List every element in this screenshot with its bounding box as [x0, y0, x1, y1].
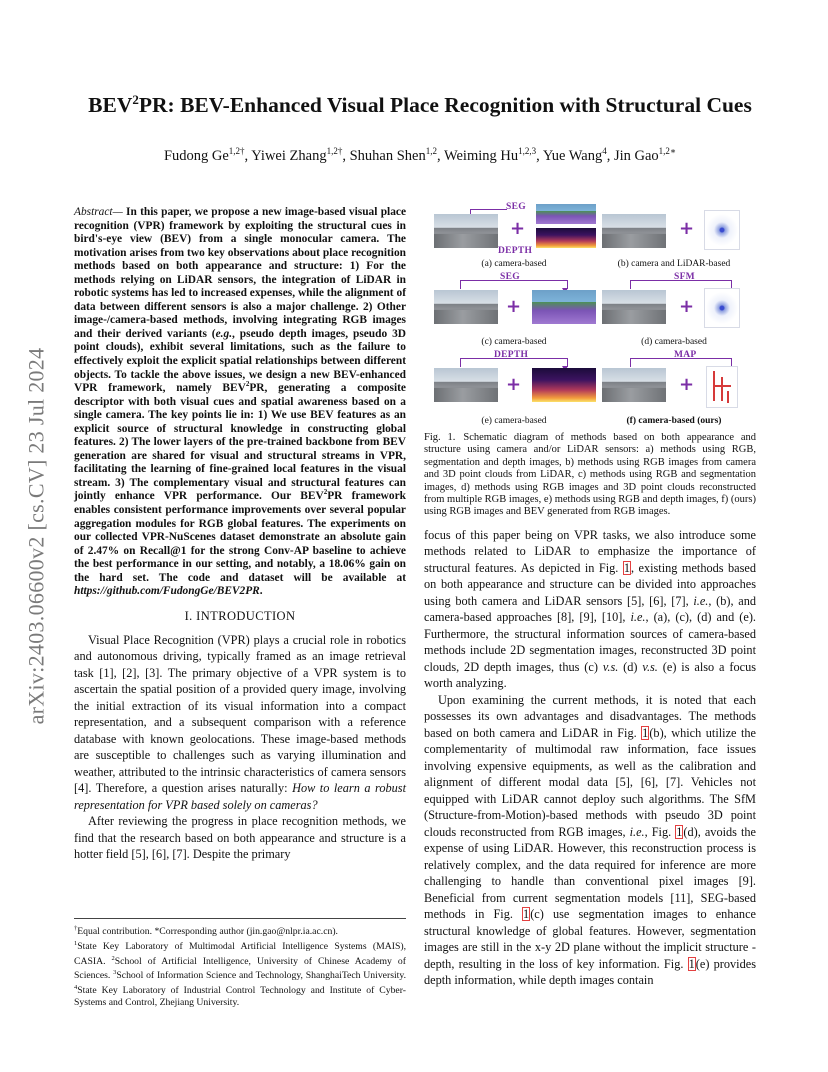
subfigure-caption: (b) camera and LiDAR-based [617, 259, 731, 269]
subfigure-caption: (a) camera-based [481, 259, 547, 269]
seg-tag: SEG [506, 202, 526, 212]
figure-link[interactable]: 1 [688, 956, 695, 971]
author-list: Fudong $Ge^{1,2\dagger}$, Yiwei Zhang$^{1,2\dagger}$, Shuhan Shen$^{1,2}$, Weiming Hu$^{1,2,3}$, Yue Wang$^4$, Jin Gao$^{1,2∗}$ [163, 146, 677, 164]
plus-icon: + [506, 296, 522, 317]
figure-caption: Fig. 1. Schematic diagram of methods based on both appearance and structure using camera and/or LiDAR sensors: a) methods using RGB, segmentation and depth images, b) methods using RGB images from camera and 3D point clouds from LiDAR, c) methods using RGB and segmentation images, d) methods using RGB images and 3D point clouds reconstructed from multiple RGB images, e) methods using RGB and depth images, f) (ours) using RGB images and BEV generated from RGB images. [424, 432, 757, 518]
plus-icon: + [679, 218, 695, 239]
footnote: $^1$State Key Laboratory of Multimodal Artificial Intelligence Systems (MAIS), CASIA. $^2$School of Artificial Intelligence, University of Chinese Academy of Sciences. $^3$School of Information Science and Technology, ShanghaiTech University. $^4$State Key Laboratory of Industrial Control Technology and Institute of Cyber-Systems and Control, Zhejiang University. [74, 939, 406, 1009]
plus-icon: + [679, 374, 695, 395]
author: Jin Gao$^{1,2∗}$ [613, 146, 677, 164]
footnotes [74, 918, 406, 1009]
rgb-image [434, 290, 498, 324]
arxiv-identifier [14, 0, 58, 1072]
segmentation-image [536, 204, 596, 224]
figure-link[interactable]: 1 [623, 560, 630, 575]
abstract-label: Abstract— [74, 206, 127, 218]
body-paragraph: Upon examining the current methods, it is noted that each possesses its own advantages and disadvantages. The methods based on both camera and LiDAR in Fig. 1(b), which utilize the complementarity of multimodal raw information, face issues involving expensive equipments, as well as the calibration and alignment of different modal data [5], [6], [7]. Vehicles not equipped with LiDAR cannot deploy such algorithms. The SfM (Structure-from-Motion)-based methods with pseudo 3D point clouds reconstructed from RGB images, i.e., Fig. 1(d), avoids the expense of using LiDAR. However, this reconstruction process is relatively complex, and the data required for inference are more challenging to handle than conventional pixel images [9]. Beneficial from current segmentation models [11], SEG-based methods in Fig. 1(c) use segmentation images to enhance structural knowledge of global features. However, segmentation images are still in the x-y 2D plane without the implicit structure - depth, resulting in the loss of key information. Fig. 1(e) provides depth information, while depth images contain [424, 692, 756, 988]
sfm-tag: SFM [674, 272, 695, 282]
depth-tag: DEPTH [498, 246, 533, 256]
depth-tag: DEPTH [494, 350, 529, 360]
left-column [74, 206, 406, 863]
intro-paragraph: Visual Place Recognition (VPR) plays a crucial role in robotics and autonomous driving, typically framed as an image retrieval task [1], [2], [3]. The primary objective of a VPR system is to ascertain the spatial position of a provided query image, involving the initial extraction of its visual information into a compact representation, and a subsequent comparison with a reference database with known geolocations. These image-based methods are susceptible to challenges such as varying illumination and weather, attributed to the intrinsic characteristics of camera sensors [4]. Therefore, a question arises naturally: How to learn a robust representation for VPR based solely on cameras? [74, 632, 406, 812]
author: Fudong $Ge^{1,2\dagger}$ [163, 146, 245, 164]
figure-1 [424, 200, 756, 428]
map-tag: MAP [674, 350, 697, 360]
rgb-image [602, 214, 666, 248]
abstract: Abstract— In this paper, we propose a new image-based visual place recognition (VPR) framework by exploiting the structural cues in bird's-eye view (BEV) from a single monocular camera. The motivation arises from two key observations about place recognition methods based on both appearance and structure: 1) For the methods relying on LiDAR sensors, the integration of LiDAR in robotic systems has led to increased expenses, while the alignment of data between different sensors is also a major challenge. 2) Other image-/camera-based methods, involving integrating RGB images and their derived variants (e.g., pseudo depth images, pseudo 3D point clouds), exhibit several limitations, such as the failure to effectively exploit the explicit spatial relationships between different objects. To tackle the above issues, we design a new BEV-enhanced VPR framework, namely BEV$^2$PR, generating a composite descriptor with both visual cues and spatial awareness based on a single camera. The key points lie in: 1) We use BEV features as an explicit source of structural knowledge in constructing global features. 2) The lower layers of the pre-trained backbone from BEV generation are shared for visual and structural streams in VPR, facilitating the learning of fine-grained local features in the visual stream. 3) The complementary visual and structural features can jointly enhance VPR performance. Our BEV$^2$PR framework enables consistent performance improvements over several popular aggregation modules for RGB global features. The experiments on our collected VPR-NuScenes dataset demonstrate an absolute gain of 2.47% on Recall@1 for the strong Conv-AP baseline to achieve the best performance in our setting, and notably, a 18.06% gain on the hard set. The code and dataset will be available at https://github.com/FudongGe/BEV2PR. [74, 206, 407, 598]
plus-icon: + [506, 374, 522, 395]
arxiv-identifier-text: arXiv:2403.06600v2 [cs.CV] 23 Jul 2024 [23, 347, 49, 725]
body-paragraph: focus of this paper being on VPR tasks, we also introduce some methods related to LiDAR to emphasize the importance of structural features. As depicted in Fig. 1, existing methods based on both appearance and structure can be divided into approaches using both camera and LiDAR sensors [5], [6], [7], i.e., (b), and camera-based approaches [8], [9], [10], i.e., (a), (c), (d) and (e). Furthermore, the structural information sources of camera-based methods include 2D segmentation images, reconstructed 3D point clouds, 2D depth images, thus (c) v.s. (d) v.s. (e) is also a focus worth analyzing. [424, 527, 757, 691]
title-part: BEV [88, 93, 133, 118]
seg-tag: SEG [500, 272, 520, 282]
rgb-image [434, 368, 498, 402]
figure-link[interactable]: 1 [676, 824, 683, 839]
subfigure-caption: (d) camera-based [641, 337, 707, 347]
rgb-image [602, 368, 666, 402]
plus-icon: + [510, 218, 526, 239]
subfigure-caption: (e) camera-based [481, 416, 547, 426]
footnote: †Equal contribution. *Corresponding author (jin.gao@nlpr.ia.ac.cn). [74, 925, 338, 938]
title-part: PR: BEV-Enhanced Visual Place Recognition with Structural Cues [138, 93, 752, 118]
figure-link[interactable]: 1 [642, 725, 649, 740]
code-link[interactable]: https://github.com/FudongGe/BEV2PR [74, 585, 260, 598]
bev-map [706, 366, 738, 408]
bracket [460, 358, 568, 367]
segmentation-image [532, 290, 596, 324]
author: Weiming Hu$^{1,2,3}$ [443, 146, 537, 164]
right-column [424, 200, 756, 989]
author: Yiwei Zhang$^{1,2\dagger}$ [251, 146, 343, 164]
plus-icon: + [679, 296, 695, 317]
depth-image [532, 368, 596, 402]
author: Yue Wang$^4$ [542, 146, 607, 164]
paper-title [60, 92, 780, 118]
title-sup: 2 [132, 92, 139, 107]
rgb-image [602, 290, 666, 324]
subfigure-caption: (f) camera-based (ours) [626, 416, 722, 426]
intro-paragraph: After reviewing the progress in place recognition methods, we find that the research based on both appearance and structure is a hotter field [5], [6], [7]. Despite the primary [74, 814, 406, 862]
bracket [460, 280, 568, 289]
figure-label: Fig. 1. [424, 432, 456, 443]
lidar-point-cloud [704, 210, 740, 250]
depth-image [536, 228, 596, 248]
rgb-image [434, 214, 498, 248]
subfigure-caption: (c) camera-based [481, 337, 547, 347]
section-heading: I. INTRODUCTION [184, 608, 296, 623]
figure-link[interactable]: 1 [523, 907, 530, 922]
reconstructed-point-cloud [704, 288, 740, 328]
author: Shuhan Shen$^{1,2}$ [349, 146, 437, 164]
